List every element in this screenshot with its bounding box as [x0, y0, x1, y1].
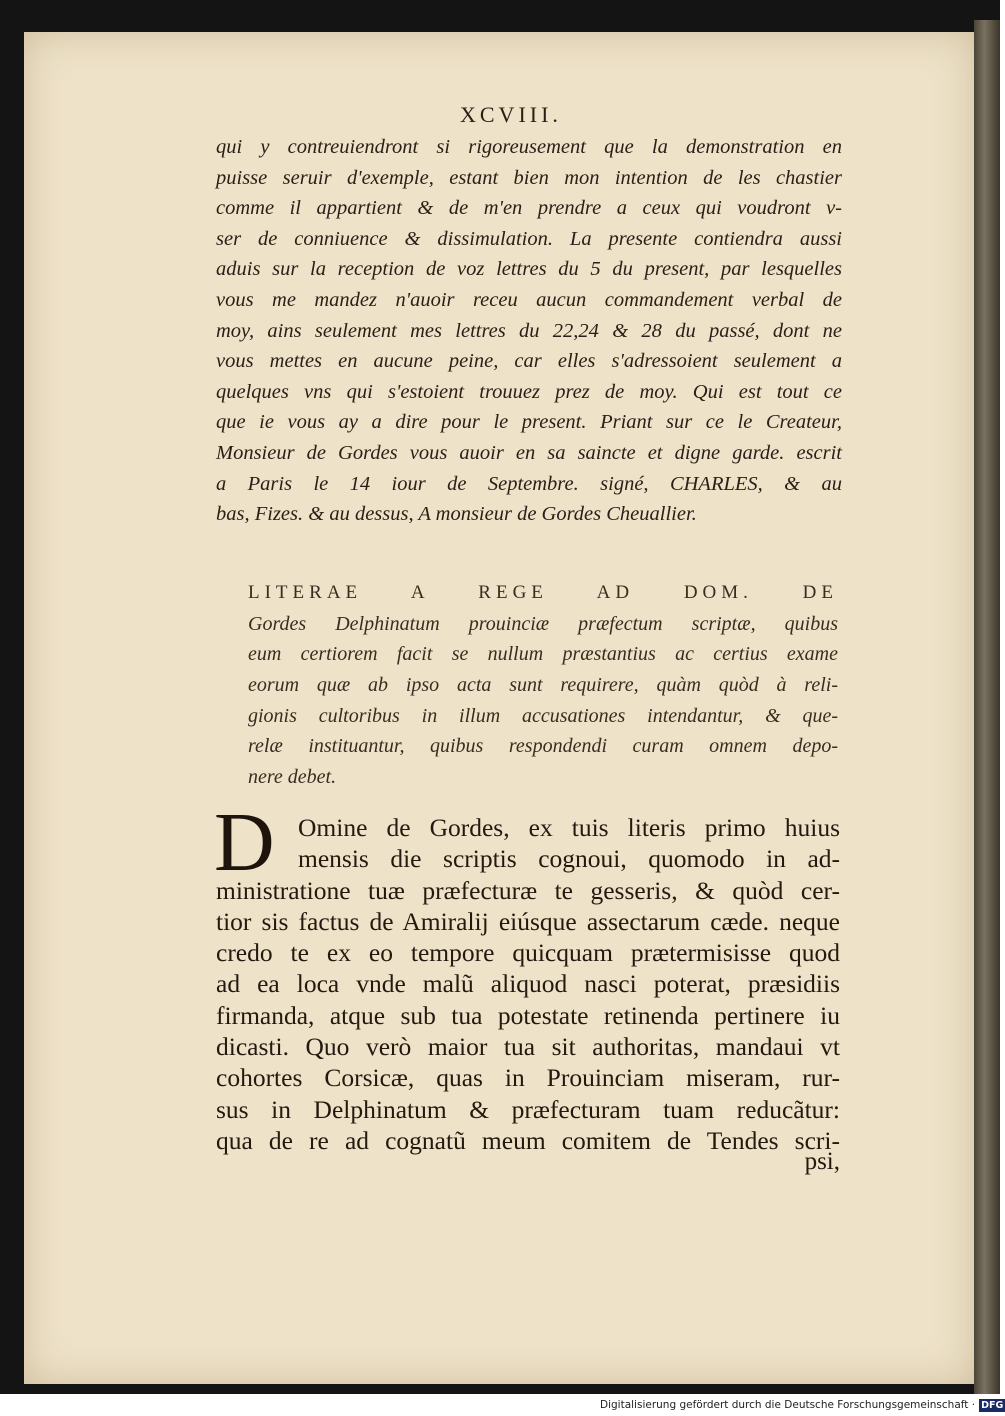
text-line: ser de conniuence & dissimulation. La presente contiendra aussi	[216, 227, 842, 250]
text-line: comme il appartient & de m'en prendre a ceux qui voudront v-	[216, 197, 842, 220]
heading-line: eum certiorem facit se nullum præstantius ac certius exame	[248, 643, 838, 666]
credit-text: Digitalisierung gefördert durch die Deutsche Forschungsgemeinschaft ·	[600, 1399, 976, 1411]
text-line: ad ea loca vnde malũ aliquod nasci poterat, præsidiis	[216, 969, 840, 999]
text-line: Monsieur de Gordes vous auoir en sa saincte et digne garde. escrit	[216, 441, 842, 464]
text-line: a Paris le 14 iour de Septembre. signé, CHARLES, & au	[216, 472, 842, 495]
french-letter	[216, 132, 842, 530]
text-line: ministratione tuæ præfecturæ te gesseris, & quòd cer-	[216, 875, 840, 905]
heading-line: relæ instituantur, quibus respondendi curam omnem depo-	[248, 735, 838, 758]
text-line: moy, ains seulement mes lettres du 22,24 & 28 du passé, dont ne	[216, 319, 842, 342]
heading-line: Gordes Delphinatum prouinciæ præfectum scriptæ, quibus	[248, 612, 838, 635]
drop-cap-initial: D	[214, 796, 275, 889]
text-line: dicasti. Quo verò maior tua sit authoritas, mandaui vt	[216, 1032, 840, 1062]
text-line: qui y contreuiendront si rigoreusement que la demonstration en	[216, 136, 842, 158]
heading-caps-line: LITERAE A REGE AD DOM. DE	[248, 582, 838, 603]
latin-letter	[214, 796, 840, 1156]
text-line: cohortes Corsicæ, quas in Prouinciam miseram, rur-	[216, 1063, 840, 1093]
page-folio: XCVIII.	[460, 102, 562, 127]
text-line: puisse seruir d'exemple, estant bien mon intention de les chastier	[216, 166, 842, 189]
text-line: aduis sur la reception de voz lettres du 5 du present, par lesquelles	[216, 258, 842, 281]
digitization-credit	[600, 1396, 1004, 1414]
latin-heading	[248, 578, 838, 793]
text-line: vous mettes en aucune peine, car elles s'adressoient seulement a	[216, 350, 842, 373]
catchword: psi,	[804, 1148, 840, 1175]
heading-line: gionis cultoribus in illum accusationes intendantur, & que-	[248, 704, 838, 727]
heading-line: eorum quæ ab ipso acta sunt requirere, quàm quòd à reli-	[248, 674, 838, 697]
text-line: vous me mandez n'auoir receu aucun commandement verbal de	[216, 288, 842, 311]
text-line: quelques vns qui s'estoient trouuez prez de moy. Qui est tout ce	[216, 380, 842, 403]
text-line: tior sis factus de Amiralij eiúsque assectarum cæde. neque	[216, 906, 840, 936]
heading-line: nere debet.	[248, 766, 337, 789]
text-line: Omine de Gordes, ex tuis literis primo huius	[298, 813, 840, 842]
text-line: qua de re ad cognatũ meum comitem de Tendes scri-	[216, 1125, 840, 1155]
dfg-logo: DFG	[981, 1399, 1004, 1411]
text-line: mensis die scriptis cognoui, quomodo in ad-	[298, 844, 840, 874]
text-line: bas, Fizes. & au dessus, A monsieur de Gordes Cheuallier.	[216, 503, 697, 526]
text-line: firmanda, atque sub tua potestate retinenda pertinere iu	[216, 1000, 840, 1030]
text-line: credo te ex eo tempore quicquam prætermisisse quod	[216, 938, 840, 968]
text-line: que ie vous ay a dire pour le present. Priant sur ce le Createur,	[216, 411, 842, 434]
page-edge	[974, 20, 1000, 1394]
text-line: sus in Delphinatum & præfecturam tuam reducãtur:	[216, 1094, 840, 1124]
